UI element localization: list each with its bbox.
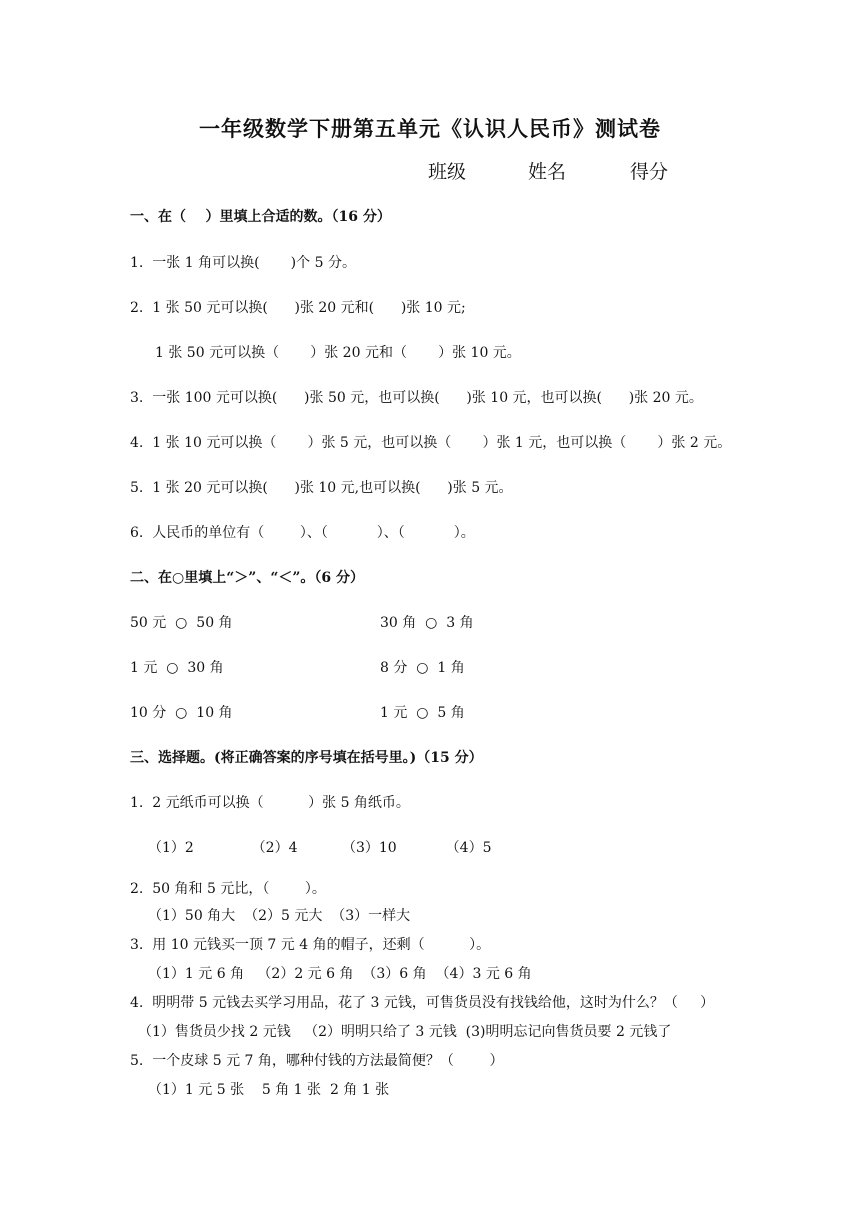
choice-options-2: （1）50 角大 （2）5 元大 （3）一样大 xyxy=(148,908,411,924)
page-title: 一年级数学下册第五单元《认识人民币》测试卷 xyxy=(199,116,661,141)
choice-question-1: 1. 2 元纸币可以换（ ）张 5 角纸币。 xyxy=(130,795,410,811)
question-1-3: 3. 一张 100 元可以换( )张 50 元，也可以换( )张 10 元，也可以换( )张 20 元。 xyxy=(130,390,703,406)
compare-row-3-left: 10 分 ○ 10 角 xyxy=(130,705,233,721)
section2-heading: 二、在○里填上“＞”、“＜”。（6 分） xyxy=(130,570,365,586)
compare-row-2-right: 8 分 ○ 1 角 xyxy=(380,660,465,676)
name-label: 姓名 xyxy=(528,161,567,183)
choice-question-2: 2. 50 角和 5 元比，（ ）。 xyxy=(130,881,326,897)
compare-row-1-left: 50 元 ○ 50 角 xyxy=(130,615,233,631)
choice-question-4: 4. 明明带 5 元钱去买学习用品，花了 3 元钱，可售货员没有找钱给他，这时为什么？（ ） xyxy=(130,995,715,1011)
choice-question-5: 5. 一个皮球 5 元 7 角，哪种付钱的方法最简便？（ ） xyxy=(130,1053,504,1069)
section3-heading: 三、选择题。(将正确答案的序号填在括号里。)（15 分） xyxy=(130,750,483,766)
compare-row-2-left: 1 元 ○ 30 角 xyxy=(130,660,224,676)
question-1-2: 2. 1 张 50 元可以换( )张 20 元和( )张 10 元; xyxy=(130,300,466,316)
question-1-6: 6. 人民币的单位有（ ）、（ ）、（ ）。 xyxy=(130,525,475,541)
score-label: 得分 xyxy=(630,161,669,183)
choice-options-5: （1）1 元 5 张 5 角 1 张 2 角 1 张 xyxy=(148,1082,390,1098)
question-1-4: 4. 1 张 10 元可以换（ ）张 5 元，也可以换（ ）张 1 元，也可以换（ ）张 2 元。 xyxy=(130,435,732,451)
choice-options-4: （1）售货员少找 2 元钱 （2）明明只给了 3 元钱 (3)明明忘记向售货员要 2 元钱了 xyxy=(138,1024,672,1040)
question-1-1: 1. 一张 1 角可以换( )个 5 分。 xyxy=(130,255,356,271)
choice-question-3: 3. 用 10 元钱买一顶 7 元 4 角的帽子，还剩（ ）。 xyxy=(130,937,491,953)
compare-row-1-right: 30 角 ○ 3 角 xyxy=(380,615,474,631)
choice-options-1: （1）2 （2）4 （3）10 （4）5 xyxy=(148,840,492,856)
question-1-2b: 1 张 50 元可以换（ ）张 20 元和（ ）张 10 元。 xyxy=(155,345,521,361)
class-label: 班级 xyxy=(428,161,467,183)
question-1-5: 5. 1 张 20 元可以换( )张 10 元,也可以换( )张 5 元。 xyxy=(130,480,513,496)
section1-heading: 一、在（ ）里填上合适的数。（16 分） xyxy=(130,209,391,225)
choice-options-3: （1）1 元 6 角 （2）2 元 6 角 （3）6 角 （4）3 元 6 角 xyxy=(148,966,532,982)
compare-row-3-right: 1 元 ○ 5 角 xyxy=(380,705,465,721)
